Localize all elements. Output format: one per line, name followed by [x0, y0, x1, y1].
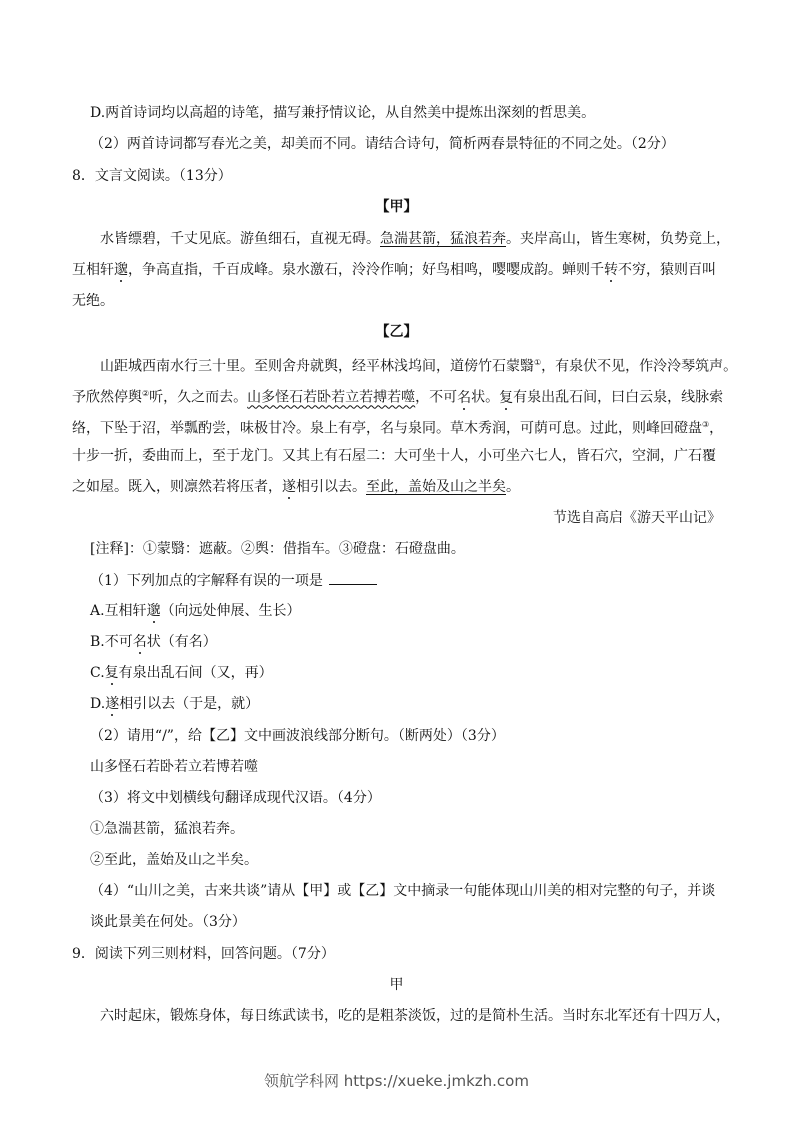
text: ，有泉伏不见，作泠泠琴筑声。	[541, 358, 738, 375]
q7-option-d: D.两首诗词均以高超的诗笔，描写兼抒情议论，从自然美中提炼出深刻的哲思美。	[90, 105, 596, 121]
jia-line-2	[72, 260, 716, 280]
option-d	[90, 694, 259, 714]
text: C.	[90, 665, 105, 681]
yi-line-2	[72, 384, 723, 408]
yi-heading: 【乙】	[375, 324, 418, 340]
text: 。夹岸高山，皆生寒树，负势竞上，	[506, 231, 730, 247]
q8-sub3-item1: ①急湍甚箭，猛浪若奔。	[90, 821, 244, 837]
dotted-char: 遂	[105, 696, 120, 712]
q7-sub2: （2）两首诗词都写春光之美，却美而不同。请结合诗句，简析两春景特征的不同之处。（2分）	[90, 136, 675, 152]
jia-heading: 【甲】	[375, 199, 418, 215]
text: 相引以去。	[296, 479, 366, 495]
q8-sub2-text: 山多怪石若卧若立若博若噬	[90, 759, 258, 775]
text: 络，下坠于沼，举瓢酌尝，味极甘冷。泉上有亭，名与泉同。草木秀润，可荫可息。过此，则峰回磴盘	[72, 420, 702, 437]
text: B.不可	[90, 634, 133, 650]
option-b	[90, 632, 217, 652]
text: 互相轩	[72, 262, 114, 278]
text: 状。	[471, 389, 500, 406]
text: 有泉出乱石间（又，再）	[118, 665, 273, 681]
q9-title: 9．阅读下列三则材料，回答问题。（7分）	[72, 946, 335, 962]
footnote-ref: ①	[534, 358, 542, 367]
text: 有泉出乱石间，曰白云泉，线脉索	[513, 389, 724, 406]
text: 予欣然停舆	[72, 389, 142, 406]
dotted-char: 复	[499, 389, 514, 406]
text: 山距城西南水行三十里。至则舍舟就舆，经平林浅坞间，道傍竹石蒙翳	[100, 358, 534, 375]
underlined-sentence: 急湍甚箭，猛浪若奔	[380, 231, 506, 247]
text: ，争高直指，千百成峰。泉水激石，泠泠作响；好鸟相鸣，嘤嘤成韵。蝉则千	[128, 262, 604, 278]
text: ，不可	[415, 389, 458, 406]
text: 之如屋。既入，则凛然若将压者，	[72, 479, 282, 495]
q8-sub4-line1: （4）“山川之美，古来共谈”请从【甲】或【乙】文中摘录一句能体现山川美的相对完整的句子，并谈	[90, 883, 716, 899]
footer-watermark: 领航学科网 https://xueke.jmkzh.com	[264, 1072, 529, 1090]
text: 不穷，猿则百叫	[618, 262, 716, 278]
dotted-char: 复	[104, 665, 119, 681]
q8-title: 8．文言文阅读。（13分）	[72, 168, 232, 184]
text: 。	[506, 479, 520, 495]
underlined-sentence: 至此，盖始及山之半矣	[366, 479, 506, 495]
dotted-char: 名	[132, 634, 147, 650]
text: 水皆缥碧，千丈见底。游鱼细石，直视无碍。	[100, 231, 380, 247]
option-a	[90, 601, 301, 621]
yi-line-4: 十步一折，委曲而上，至于龙门。又其上有石屋二：大可坐十人，小可坐六七人，皆石穴，空洞，广石覆	[72, 448, 716, 464]
q8-sub4-line2: 谈此景美在何处。（3分）	[90, 914, 246, 930]
dotted-char: 转	[604, 262, 618, 278]
jia-line-3: 无绝。	[72, 293, 114, 309]
footnote-ref: ③	[702, 420, 710, 429]
q8-sub3: （3）将文中划横线句翻译成现代汉语。（4分）	[90, 790, 381, 806]
q8-sub3-item2: ②至此，盖始及山之半矣。	[90, 852, 258, 868]
jia-line-1	[100, 229, 730, 249]
footnote-ref: ②	[142, 389, 150, 398]
answer-blank	[329, 570, 377, 585]
text: A.互相轩	[90, 603, 147, 619]
wavy-underlined-phrase: 山多怪石若卧若立若搏若噬	[247, 389, 416, 406]
text: ，	[709, 420, 724, 437]
option-c	[90, 663, 273, 683]
q9-paragraph: 六时起床，锻炼身体，每日练武读书，吃的是粗茶淡饭，过的是简朴生活。当时东北军还有十四万人，	[100, 1008, 730, 1024]
dotted-char: 邈	[114, 262, 128, 278]
dotted-char: 邈	[146, 603, 161, 619]
yi-line-1	[100, 353, 737, 377]
q9-heading: 甲	[389, 977, 404, 993]
source-citation: 节选自高启《游天平山记》	[553, 510, 721, 526]
text: 状（有名）	[146, 634, 217, 650]
q8-sub1	[90, 570, 377, 591]
dotted-char: 名	[457, 389, 472, 406]
text: 听，久之而去。	[149, 389, 248, 406]
q8-sub2: （2）请用“/”，给【乙】文中画波浪线部分断句。（断两处）（3分）	[90, 728, 505, 744]
dotted-char: 遂	[282, 479, 296, 495]
text: D.	[90, 696, 106, 712]
text: （向远处伸展、生长）	[160, 603, 301, 619]
text: （1）下列加点的字解释有误的一项是	[90, 573, 323, 589]
yi-line-5	[72, 477, 520, 497]
text: 相引以去（于是，就）	[119, 696, 260, 712]
annotations: [注释]：①蒙翳：遮蔽。②舆：借指车。③磴盘：石磴盘曲。	[90, 541, 465, 557]
yi-line-3	[72, 415, 723, 439]
